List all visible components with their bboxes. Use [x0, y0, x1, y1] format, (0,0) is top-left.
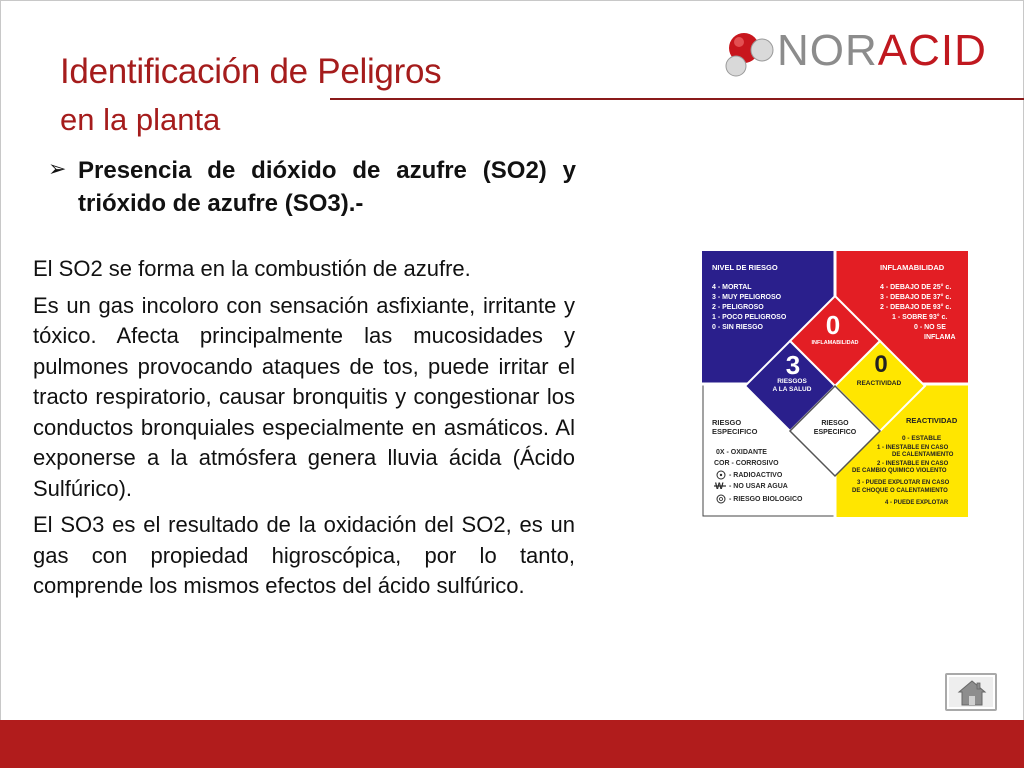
flammability-legend-item: INFLAMA	[924, 334, 956, 341]
diamond-health-value: 3	[785, 350, 801, 380]
svg-text:W: W	[715, 481, 724, 491]
page-title: Identificación de Peligros	[60, 52, 442, 91]
health-legend-item: 4 - MORTAL	[712, 284, 752, 291]
specific-legend-item: - RIESGO BIOLOGICO	[729, 496, 803, 503]
flammability-legend-item: 0 - NO SE	[914, 324, 946, 331]
molecule-icon	[722, 24, 778, 80]
noracid-logo	[722, 20, 992, 80]
page-subtitle: en la planta	[60, 102, 221, 137]
logo-text-acid: ACID	[877, 26, 987, 75]
specific-legend-item: - RADIOACTIVO	[729, 472, 783, 479]
paragraph-so2-formation: El SO2 se forma en la combustión de azufre.	[33, 256, 471, 281]
specific-legend-item: 0X - OXIDANTE	[716, 449, 767, 456]
flammability-legend-item: 1 - SOBRE 93° c.	[892, 314, 948, 321]
flammability-legend-item: 3 - DEBAJO DE 37° c.	[880, 294, 952, 301]
diamond-health-label: A LA SALUD	[772, 386, 812, 393]
reactivity-legend-item: 3 - PUEDE EXPLOTAR EN CASO	[857, 480, 950, 486]
specific-legend-title: ESPECIFICO	[712, 427, 758, 436]
diamond-specific-label: RIESGO	[821, 420, 849, 427]
reactivity-legend-item: 1 - INESTABLE EN CASO	[877, 445, 949, 451]
flammability-legend-item: 2 - DEBAJO DE 93° c.	[880, 304, 952, 311]
title-divider	[330, 98, 1024, 100]
specific-legend-title: RIESGO	[712, 418, 742, 427]
reactivity-legend-item: DE CALENTAMIENTO	[892, 452, 954, 458]
reactivity-legend-item: 0 - ESTABLE	[902, 435, 942, 442]
footer-bar	[0, 720, 1024, 768]
arrow-bullet-icon: ➢	[48, 156, 67, 181]
health-legend-item: 0 - SIN RIESGO	[712, 324, 763, 331]
reactivity-legend-item: DE CAMBIO QUIMICO VIOLENTO	[852, 468, 947, 474]
specific-legend-item: COR - CORROSIVO	[714, 460, 779, 467]
diamond-reactivity-value: 0	[874, 351, 888, 378]
paragraph-so2-effects: Es un gas incoloro con sensación asfixiante, irritante y tóxico. Afecta principalmente las mucosidades y pulmones provocando ataques de tos, puede irritar el tracto respiratorio, causar bronquitis y congestionar los conductos bronquiales especialmente en asmáticos. Al exponerse a la atmósfera genera lluvia ácida (Ácido Sulfúrico).	[33, 292, 575, 501]
reactivity-legend-item: 4 - PUEDE EXPLOTAR	[885, 500, 949, 506]
logo-wordmark	[777, 26, 987, 76]
diamond-flammability-value: 0	[825, 310, 841, 340]
reactivity-legend-item: DE CHOQUE O CALENTAMIENTO	[852, 488, 948, 494]
health-legend-item: 2 - PELIGROSO	[712, 304, 764, 311]
bullet-text: Presencia de dióxido de azufre (SO2) y trióxido de azufre (SO3).-	[78, 157, 576, 217]
body-text	[33, 254, 575, 608]
home-icon	[957, 679, 987, 707]
health-legend-item: 1 - POCO PELIGROSO	[712, 314, 787, 321]
health-legend-item: 3 - MUY PELIGROSO	[712, 294, 782, 301]
paragraph-so3: El SO3 es el resultado de la oxidación del SO2, es un gas con propiedad higroscópica, por lo tanto, comprende los mismos efectos del ácido sulfúrico.	[33, 512, 575, 598]
reactivity-legend-title: REACTIVIDAD	[906, 416, 958, 425]
nfpa-hazard-diagram	[702, 251, 968, 517]
flammability-legend-title: INFLAMABILIDAD	[880, 263, 945, 272]
health-legend-title: NIVEL DE RIESGO	[712, 263, 778, 272]
logo-text-nor: NOR	[777, 26, 878, 75]
diamond-specific-label: ESPECIFICO	[813, 429, 857, 436]
flammability-legend-item: 4 - DEBAJO DE 25° c.	[880, 284, 952, 291]
reactivity-legend-item: 2 - INESTABLE EN CASO	[877, 461, 949, 467]
diamond-flammability-label: INFLAMABILIDAD	[811, 340, 859, 346]
home-button[interactable]	[945, 673, 997, 711]
specific-legend-item: - NO USAR AGUA	[729, 483, 788, 490]
diamond-reactivity-label: REACTIVIDAD	[856, 380, 902, 387]
diamond-health-label: RIESGOS	[777, 378, 807, 385]
bullet-point	[48, 154, 576, 220]
